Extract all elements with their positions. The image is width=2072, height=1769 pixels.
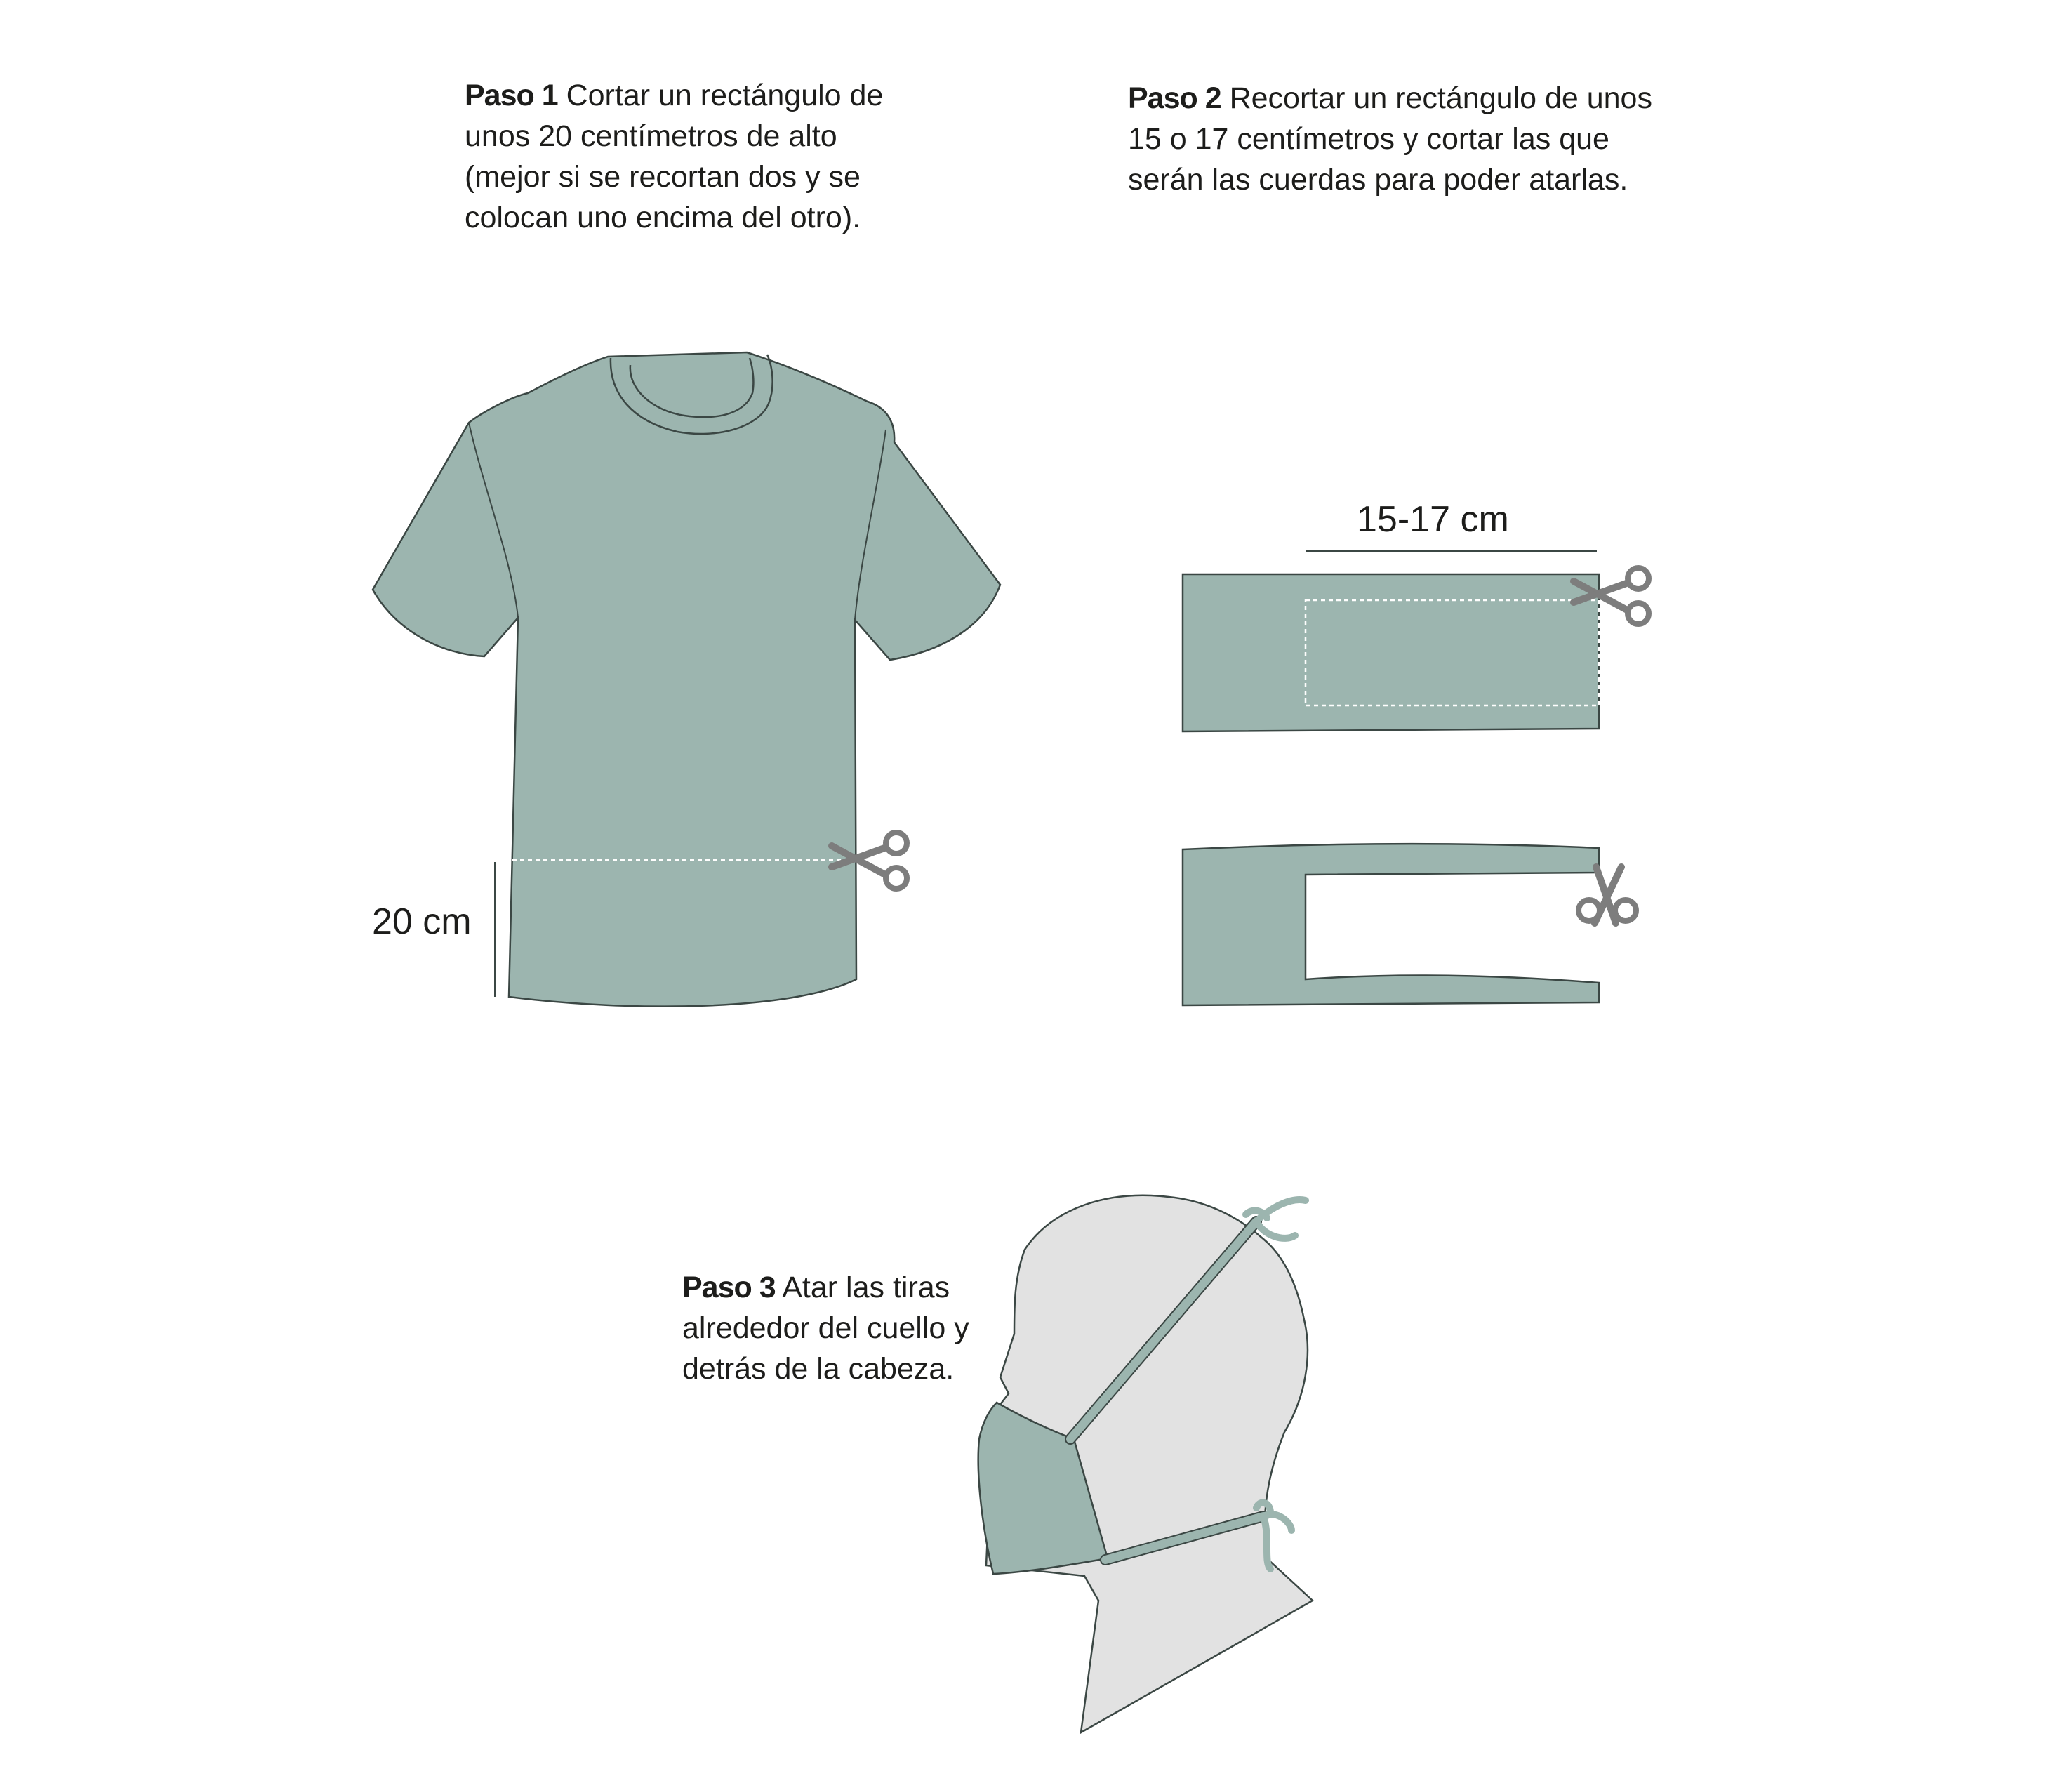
rectangle-width-label: 15-17 cm: [1357, 499, 1509, 540]
step-2-description: Recortar un rectángulo de unos 15 o 17 centímetros y cortar las que serán las cuerdas para poder atarlas.: [1128, 81, 1652, 197]
step-3-description: Atar las tiras alrededor del cuello y detrás de la cabeza.: [682, 1271, 969, 1386]
step-1-description: Cortar un rectángulo de unos 20 centímetros de alto (mejor si se recortan dos y se colocan uno encima del otro).: [465, 79, 884, 234]
cut-height-label: 20 cm: [372, 901, 472, 942]
step-2-label: Paso 2: [1128, 81, 1221, 115]
step-1-label: Paso 1: [465, 79, 558, 112]
step-3-label: Paso 3: [682, 1271, 776, 1304]
